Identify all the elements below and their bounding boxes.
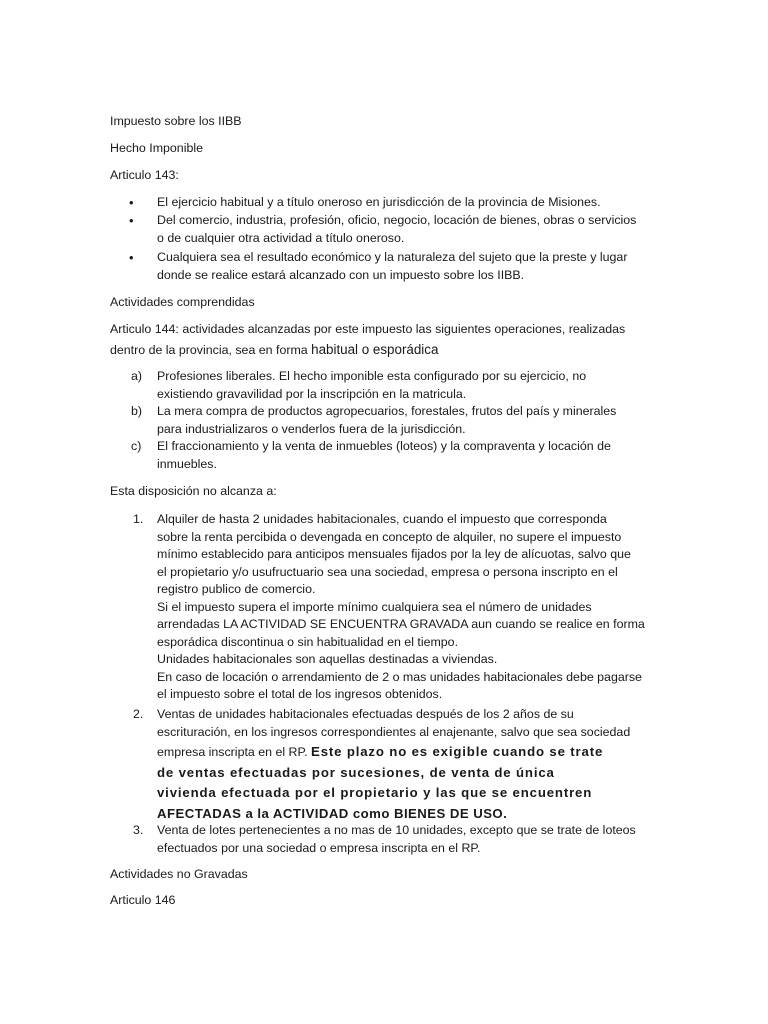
bullet-text-line: Del comercio, industria, profesión, oficio, negocio, locación de bienes, obras o servicios bbox=[157, 213, 637, 227]
bullet-marker: • bbox=[129, 195, 134, 210]
plazo-emphasis-line: vivienda efectuada por el propietario y las que se encuentren bbox=[157, 785, 593, 801]
bullet-text bbox=[157, 194, 677, 212]
list-item-text-line: Profesiones liberales. El hecho imponible esta configurado por su ejercicio, no bbox=[157, 369, 587, 383]
list-item-marker: b) bbox=[131, 404, 143, 418]
list-item-text-line: esporádica discontinua o sin habitualidad en el tiempo. bbox=[157, 634, 459, 649]
article-146-heading: Articulo 146 bbox=[110, 893, 176, 907]
list-item-text bbox=[157, 511, 677, 704]
list-item-text-line: inmuebles. bbox=[157, 456, 217, 471]
list-item-text-line: efectuados por una sociedad o empresa inscripta en el RP. bbox=[157, 840, 481, 855]
list-item-text-line: El fraccionamiento y la venta de inmuebles (loteos) y la compraventa y locación de bbox=[157, 439, 611, 453]
plazo-emphasis: Este plazo no es exigible cuando se trate bbox=[311, 744, 604, 759]
list-item-text: empresa inscripta en el RP. bbox=[157, 745, 312, 759]
list-item-text-line: Si el impuesto supera el importe mínimo cualquiera sea el número de unidades bbox=[157, 599, 592, 614]
bullet-text-line: El ejercicio habitual y a título oneroso en jurisdicción de la provincia de Misiones. bbox=[157, 195, 601, 209]
list-item-text-line bbox=[157, 742, 677, 762]
plazo-emphasis-line: de ventas efectuadas por sucesiones, de venta de única bbox=[157, 765, 555, 780]
list-item-text-line: escrituración, en los ingresos correspondientes al enajenante, salvo que sea sociedad bbox=[157, 724, 631, 739]
bullet-marker: • bbox=[129, 213, 134, 228]
document-title: Impuesto sobre los IIBB bbox=[110, 114, 242, 128]
plazo-emphasis-block bbox=[157, 763, 677, 824]
list-item-marker: 1. bbox=[133, 512, 144, 526]
list-item-text-line: para industrializaros o venderlos fuera de la jurisdicción. bbox=[157, 421, 466, 436]
bullet-text-line: donde se realice estará alcanzado con un impuesto sobre los IIBB. bbox=[157, 267, 525, 282]
list-item-text-line: Unidades habitacionales son aquellas destinadas a viviendas. bbox=[157, 652, 498, 666]
section-heading-no-gravadas: Actividades no Gravadas bbox=[110, 867, 248, 881]
bullet-text-line: o de cualquier otra actividad a título oneroso. bbox=[157, 230, 405, 245]
list-item-text-line: existiendo gravavilidad por la inscripción en la matricula. bbox=[157, 386, 467, 401]
section-heading-hecho-imponible: Hecho Imponible bbox=[110, 141, 203, 155]
list-item-text-line: arrendadas LA ACTIVIDAD SE ENCUENTRA GRAVADA aun cuando se realice en forma bbox=[157, 617, 645, 631]
list-item-text-line: registro publico de comercio. bbox=[157, 582, 316, 596]
list-item-text-line: el propietario y/o usufructuario sea una sociedad, empresa o persona inscripto en el bbox=[157, 564, 618, 579]
plazo-emphasis-line: AFECTADAS a la ACTIVIDAD como BIENES DE USO. bbox=[157, 805, 508, 821]
list-item-text-line: La mera compra de productos agropecuarios, forestales, frutos del país y minerales bbox=[157, 404, 617, 418]
habitual-esporadica-emphasis: habitual o esporádica bbox=[311, 342, 439, 357]
list-item-text-line: Ventas de unidades habitacionales efectuadas después de los 2 años de su bbox=[157, 707, 574, 721]
list-item-text bbox=[157, 822, 677, 857]
list-item-text-line: mínimo establecido para anticipos mensuales fijados por la ley de alícuotas, salvo que bbox=[157, 547, 631, 561]
article-144-intro-line: Articulo 144: actividades alcanzadas por este impuesto las siguientes operaciones, realizadas bbox=[110, 322, 626, 336]
list-item-text-line: Venta de lotes pertenecientes a no mas de 10 unidades, excepto que se trate de loteos bbox=[157, 823, 636, 837]
list-item-marker: a) bbox=[131, 369, 143, 383]
article-144-intro-text: dentro de la provincia, sea en forma bbox=[110, 343, 312, 357]
list-item-text bbox=[157, 403, 677, 438]
list-item-text-line: Alquiler de hasta 2 unidades habitacionales, cuando el impuesto que corresponda bbox=[157, 512, 607, 526]
bullet-text-line: Cualquiera sea el resultado económico y la naturaleza del sujeto que la preste y lugar bbox=[157, 250, 628, 264]
list-item-marker: c) bbox=[131, 439, 142, 453]
article-144-intro-line bbox=[110, 341, 438, 360]
list-item-text-line: sobre la renta percibida o devengada en concepto de alquiler, no supere el impuesto bbox=[157, 529, 622, 544]
list-item-marker: 2. bbox=[133, 707, 144, 721]
bullet-marker: • bbox=[129, 250, 134, 265]
bullet-text bbox=[157, 212, 677, 247]
bullet-text bbox=[157, 249, 677, 284]
section-heading-actividades-comprendidas: Actividades comprendidas bbox=[110, 295, 255, 309]
list-item-text bbox=[157, 438, 677, 473]
article-143-heading: Articulo 143: bbox=[110, 168, 179, 182]
list-item-text-line: En caso de locación o arrendamiento de 2 o mas unidades habitacionales debe pagarse bbox=[157, 669, 642, 684]
list-item-text bbox=[157, 368, 677, 403]
list-item-text-line: el impuesto sobre el total de los ingresos obtenidos. bbox=[157, 687, 443, 701]
section-heading-disposicion: Esta disposición no alcanza a: bbox=[110, 484, 277, 498]
list-item-text bbox=[157, 706, 677, 741]
list-item-marker: 3. bbox=[133, 823, 144, 837]
